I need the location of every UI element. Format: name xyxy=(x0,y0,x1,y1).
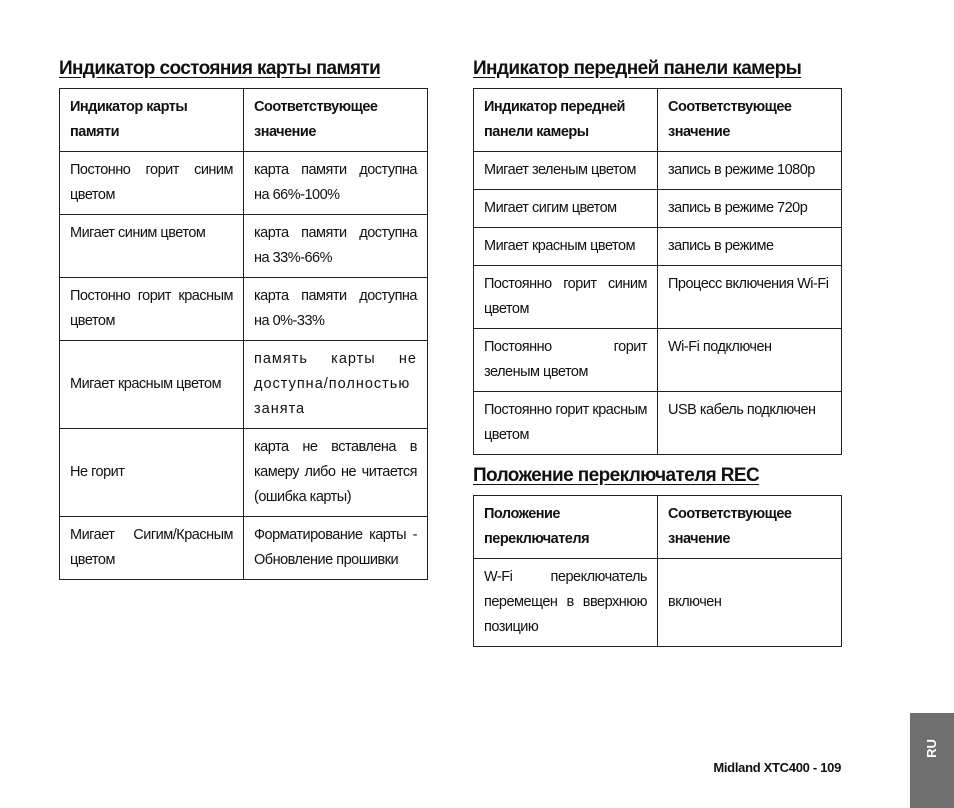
table-row xyxy=(474,392,842,455)
language-tab xyxy=(910,713,954,808)
table-row xyxy=(60,152,428,215)
table-row xyxy=(60,278,428,341)
indicator-cell: Постонно горит синим цветом xyxy=(60,152,244,215)
indicator-cell: Постонно горит красным цветом xyxy=(60,278,244,341)
front-panel-section-title: Индикатор передней панели камеры xyxy=(473,58,802,79)
indicator-cell: Мигает Сигим/Красным цветом xyxy=(60,517,244,580)
table-row xyxy=(474,559,842,647)
indicator-cell: Мигает красным цветом xyxy=(474,228,658,266)
table-header-cell: Соответствующее значение xyxy=(658,496,842,559)
meaning-cell: память карты не доступна/полностью занята xyxy=(244,341,428,429)
front-panel-table xyxy=(473,88,842,455)
table-header-cell: Соответствующее значение xyxy=(244,89,428,152)
position-cell: W-Fi переключатель перемещен в вверхнюю позицию xyxy=(474,559,658,647)
memory-card-table xyxy=(59,88,428,580)
table-header-cell: Соответствующее значение xyxy=(658,89,842,152)
table-row xyxy=(474,228,842,266)
meaning-cell: Процесс включения Wi-Fi xyxy=(658,266,842,329)
page-footer: Midland XTC400 - 109 xyxy=(713,760,841,775)
indicator-cell: Постоянно горит зеленым цветом xyxy=(474,329,658,392)
meaning-cell: карта памяти доступна на 66%-100% xyxy=(244,152,428,215)
meaning-cell: запись в режиме xyxy=(658,228,842,266)
meaning-cell: запись в режиме 1080p xyxy=(658,152,842,190)
rec-switch-section-title: Положение переключателя REC xyxy=(473,465,760,486)
table-header-cell: Индикатор передней панели камеры xyxy=(474,89,658,152)
table-header-cell: Положение переключателя xyxy=(474,496,658,559)
table-row xyxy=(60,429,428,517)
indicator-cell: Не горит xyxy=(60,429,244,517)
rec-switch-table xyxy=(473,495,842,647)
meaning-cell: Wi-Fi подключен xyxy=(658,329,842,392)
table-row xyxy=(474,329,842,392)
table-row xyxy=(60,341,428,429)
indicator-cell: Мигает зеленым цветом xyxy=(474,152,658,190)
indicator-cell: Постоянно горит красным цветом xyxy=(474,392,658,455)
table-row xyxy=(474,190,842,228)
meaning-cell: Форматирование карты - Обновление прошивки xyxy=(244,517,428,580)
table-row xyxy=(474,266,842,329)
meaning-cell: карта не вставлена в камеру либо не читается (ошибка карты) xyxy=(244,429,428,517)
indicator-cell: Мигает сигим цветом xyxy=(474,190,658,228)
meaning-cell: запись в режиме 720p xyxy=(658,190,842,228)
table-header-row xyxy=(474,89,842,152)
indicator-cell: Мигает красным цветом xyxy=(60,341,244,429)
meaning-cell: USB кабель подключен xyxy=(658,392,842,455)
meaning-cell: карта памяти доступна на 33%-66% xyxy=(244,215,428,278)
table-header-cell: Индикатор карты памяти xyxy=(60,89,244,152)
table-row xyxy=(60,215,428,278)
table-header-row xyxy=(474,496,842,559)
table-header-row xyxy=(60,89,428,152)
indicator-cell: Мигает синим цветом xyxy=(60,215,244,278)
language-label: RU xyxy=(923,739,939,758)
table-row xyxy=(60,517,428,580)
memory-card-section-title: Индикатор состояния карты памяти xyxy=(59,58,381,79)
indicator-cell: Постоянно горит синим цветом xyxy=(474,266,658,329)
meaning-cell: включен xyxy=(658,559,842,647)
table-row xyxy=(474,152,842,190)
meaning-cell: карта памяти доступна на 0%-33% xyxy=(244,278,428,341)
